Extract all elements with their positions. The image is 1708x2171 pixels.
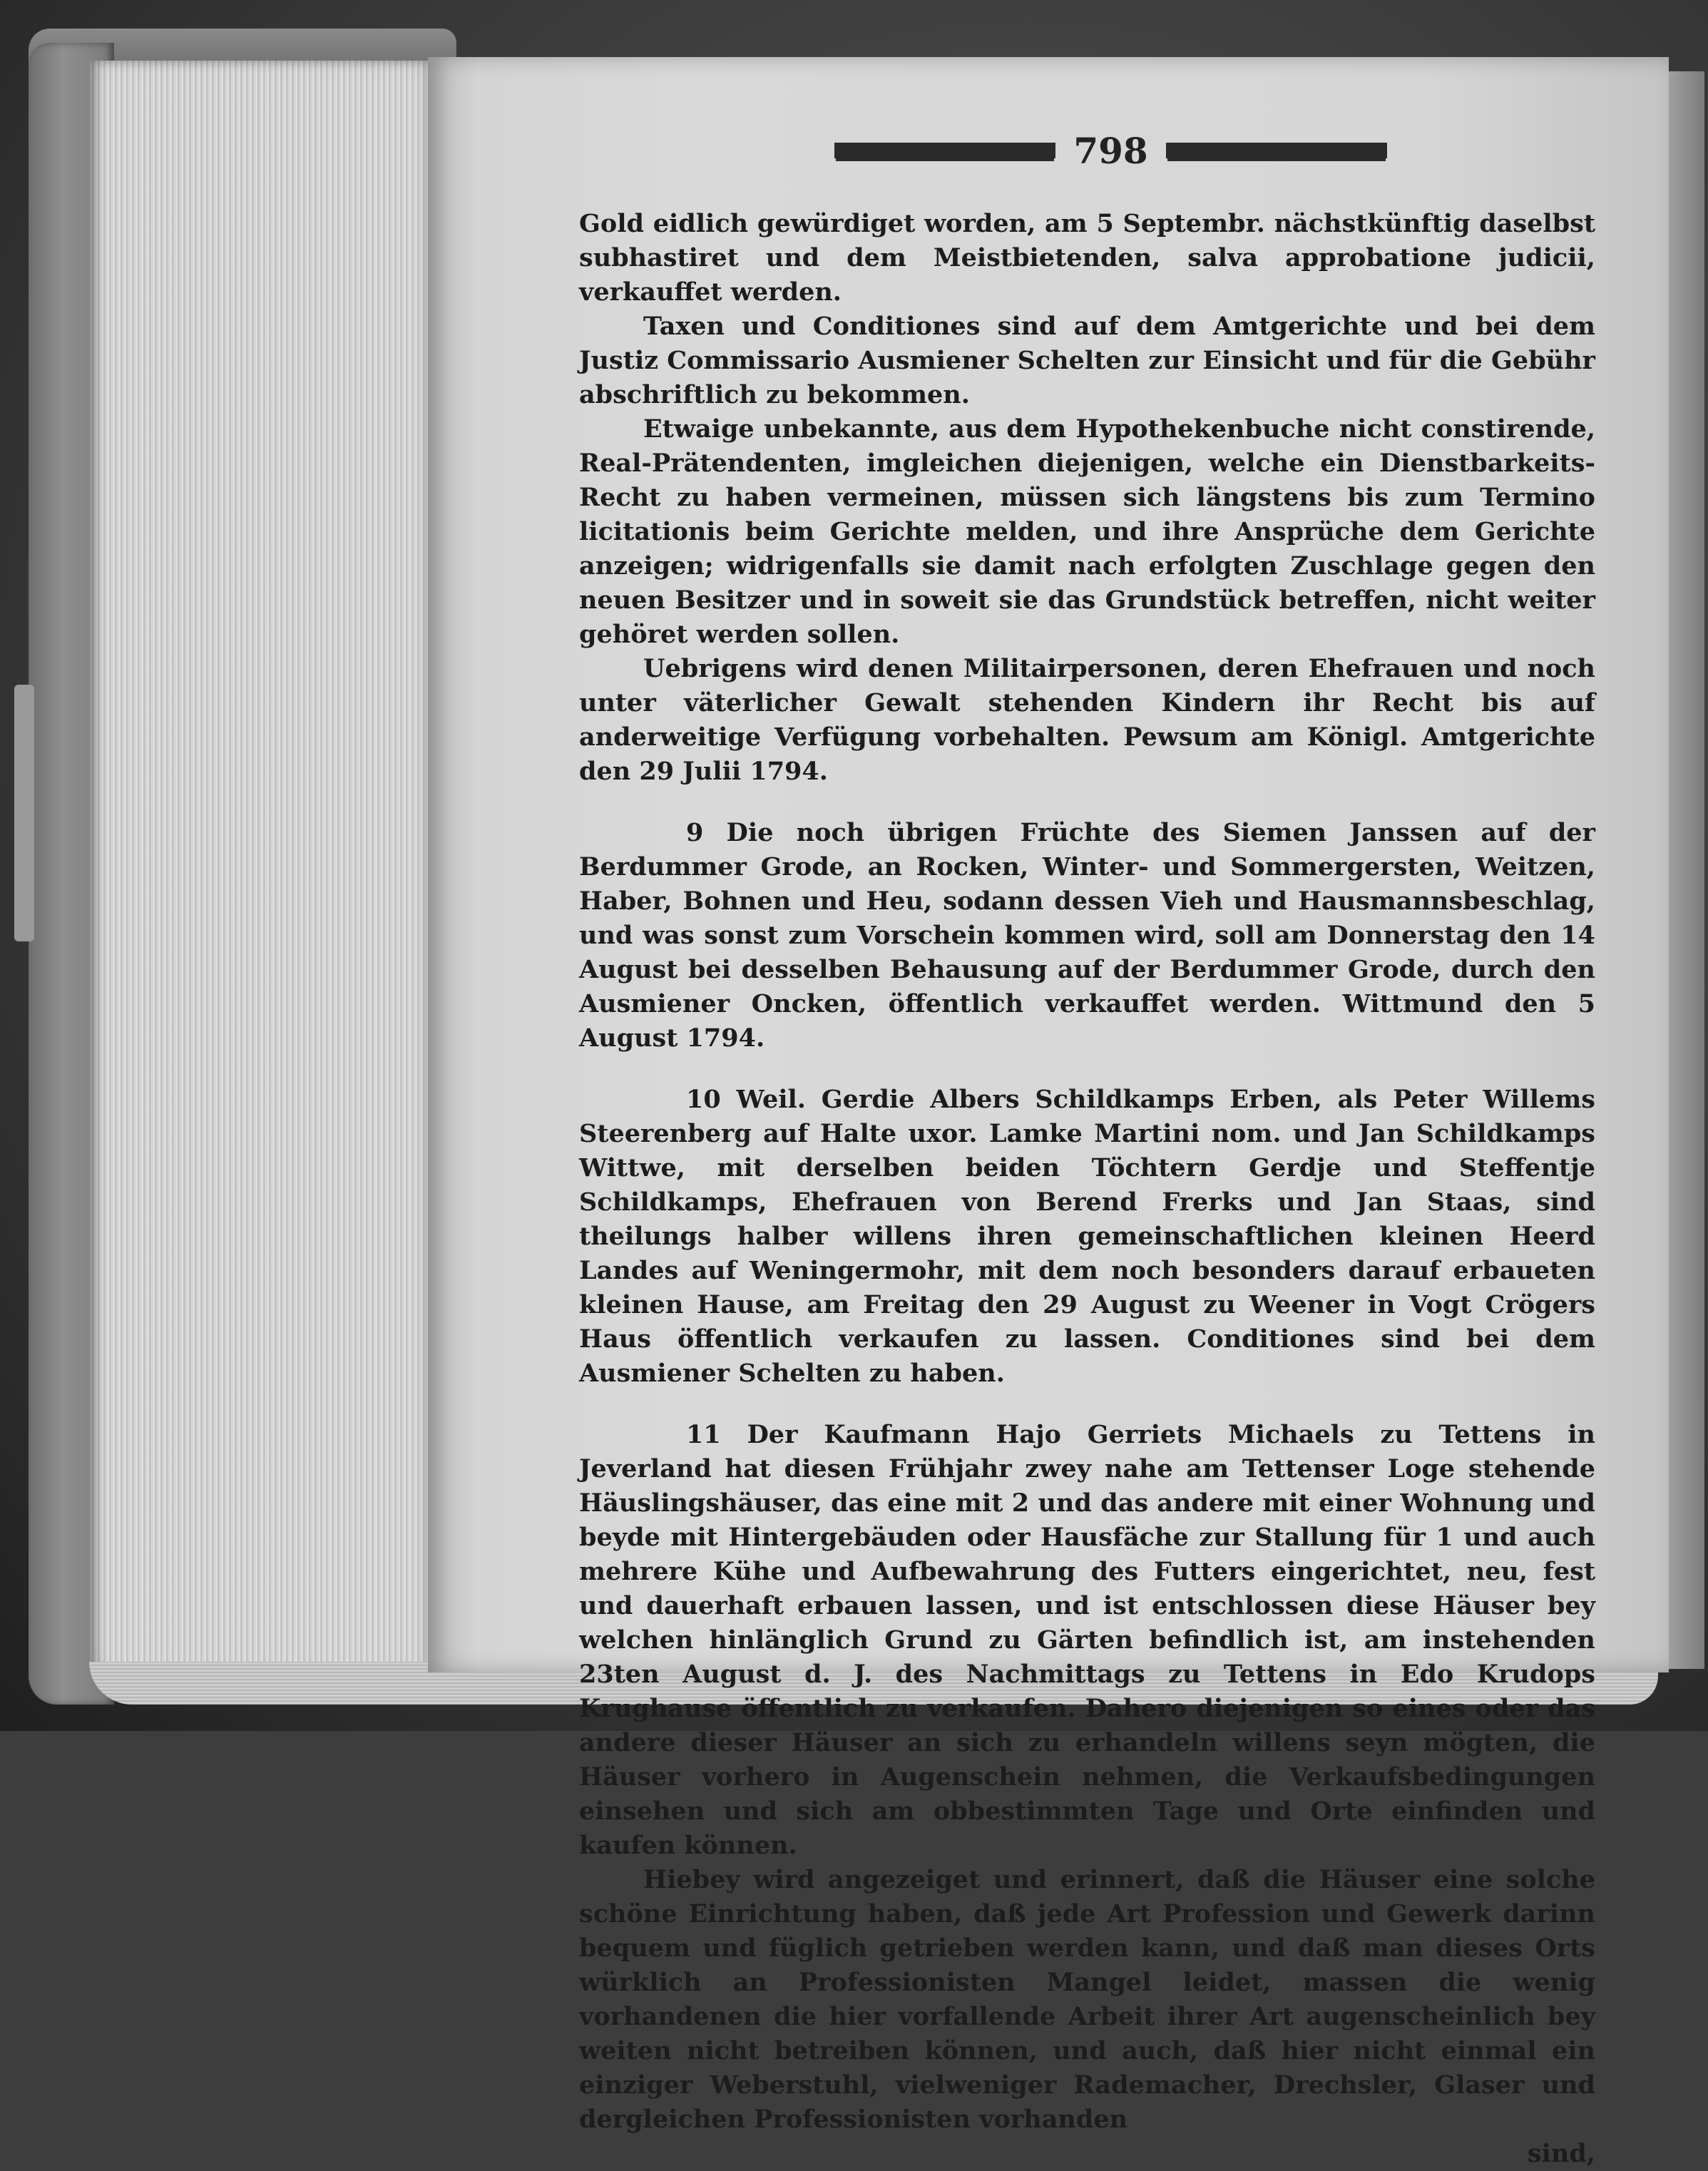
paragraph: Taxen und Conditiones sind auf dem Amtgerichte und bei dem Justiz Commissario Ausmiener Schelten zur Einsicht und für die Gebühr abschriftlich zu bekommen. (579, 312, 1595, 409)
catchword: sind, (1527, 2139, 1595, 2168)
notice-item-9: 9 Die noch übrigen Früchte des Siemen Janssen auf der Berdummer Grode, an Rocken, Winter- und Sommergersten, Weitzen, Haber, Bohnen und Heu, sodann dessen Vieh und Hausmannsbeschlag, und was sonst zum Vorschein kommen wird, soll am Donnerstag den 14 August bei desselben Behausung auf der Berdummer Grode, durch den Ausmiener Oncken, öffentlich verkauffet werden. Wittmund den 5 August 1794. (579, 818, 1595, 1053)
page-number: 798 (1073, 130, 1148, 172)
paragraph: Uebrigens wird denen Militairpersonen, deren Ehefrauen und noch unter väterlicher Gewalt stehenden Kindern ihr Recht bis auf anderweitige Verfügung vorbehalten. Pewsum am Königl. Amtgerichte den 29 Julii 1794. (579, 654, 1595, 786)
page-edges (89, 61, 428, 1701)
page-header (834, 130, 1384, 173)
notice-item-10: 10 Weil. Gerdie Albers Schildkamps Erben, als Peter Willems Steerenberg auf Halte uxor. Lamke Martini nom. und Jan Schildkamps Wittwe, mit derselben beiden Töchtern Gerdje und Steffentje Schildkamps, Ehefrauen von Berend Frerks und Jan Staas, sind theilungs halber willens ihren gemeinschaftlichen kleinen Heerd Landes auf Weningermohr, mit dem noch besonders darauf erbaueten kleinen Hause, am Freitag den 29 August zu Weener in Vogt Crögers Haus öffentlich verkaufen zu lassen. Conditiones sind bei dem Ausmiener Schelten zu haben. (579, 1085, 1595, 1388)
header-rule-left (834, 143, 1055, 158)
header-rule-right (1166, 143, 1387, 158)
paragraph: Hiebey wird angezeiget und erinnert, daß die Häuser eine solche schöne Einrichtung haben, daß jede Art Profession und Gewerk darinn bequem und füglich getrieben werden kann, und daß man dieses Orts würklich an Professionisten Mangel leidet, massen die wenig vorhandenen die hier vorfallende Arbeit ihrer Art augenscheinlich bey weiten nicht betreiben können, und auch, daß hier nicht einmal ein einziger Weberstuhl, vielweniger Rademacher, Drechsler, Glaser und dergleichen Professionisten vorhanden (579, 1865, 1595, 2134)
page-right-edge (1669, 71, 1704, 1669)
page-text (579, 207, 1595, 2171)
paragraph: Etwaige unbekannte, aus dem Hypothekenbuche nicht constirende, Real-Prätendenten, imgleichen diejenigen, welche ein Dienstbarkeits-Recht zu haben vermeinen, müssen sich längstens bis zum Termino licitationis beim Gerichte melden, und ihre Ansprüche dem Gerichte anzeigen; widrigenfalls sie damit nach erfolgten Zuschlage gegen den neuen Besitzer und in soweit sie das Grundstück betreffen, nicht weiter gehöret werden sollen. (579, 414, 1595, 649)
cover-tab (14, 685, 34, 941)
notice-item-11: 11 Der Kaufmann Hajo Gerriets Michaels zu Tettens in Jeverland hat diesen Frühjahr zwey nahe am Tettenser Loge stehende Häuslingshäuser, das eine mit 2 und das andere mit einer Wohnung und beyde mit Hintergebäuden oder Hausfäche zur Stallung für 1 und auch mehrere Kühe und Aufbewahrung des Futters eingerichtet, neu, fest und dauerhaft erbauen lassen, und ist entschlossen diese Häuser bey welchen hinlänglich Grund zu Gärten befindlich ist, am instehenden 23ten August d. J. des Nachmittags zu Tettens in Edo Krudops Krughause öffentlich zu verkaufen. Dahero diejenigen so eines oder das andere dieser Häuser an sich zu erhandeln willens seyn mögten, die Häuser vorhero in Augenschein nehmen, die Verkaufsbedingungen einsehen und sich am obbestimmten Tage und Orte einfinden und kaufen können. (579, 1420, 1595, 1860)
paragraph: Gold eidlich gewürdiget worden, am 5 Septembr. nächstkünftig daselbst subhastiret und dem Meistbietenden, salva approbatione judicii, verkauffet werden. (579, 209, 1595, 307)
